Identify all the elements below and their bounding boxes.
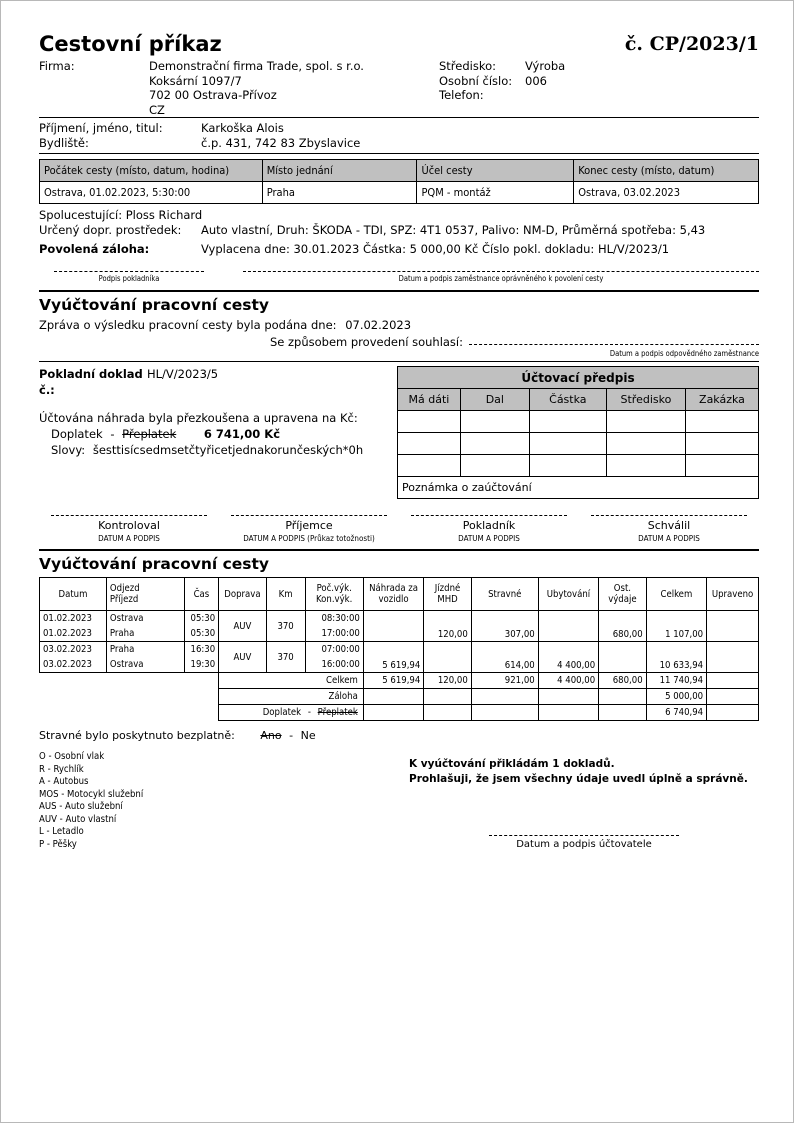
table-row bbox=[398, 455, 759, 477]
expense-meter-end: 17:00:00 bbox=[305, 626, 363, 642]
totals-meals: 921,00 bbox=[471, 673, 538, 689]
legend-item: O - Osobní vlak bbox=[39, 751, 105, 762]
legend-item: AUS - Auto služební bbox=[39, 801, 123, 812]
accounting-cell[interactable] bbox=[606, 455, 685, 477]
accounting-cell[interactable] bbox=[685, 455, 758, 477]
expense-km: 370 bbox=[266, 642, 305, 673]
totals-total: 11 740,94 bbox=[646, 673, 706, 689]
expense-time: 05:30 bbox=[184, 626, 219, 642]
accounting-header-order: Zakázka bbox=[685, 389, 758, 411]
expense-heading: Vyúčtování pracovní cesty bbox=[39, 555, 270, 573]
accountant-signature-caption: Datum a podpis účtovatele bbox=[516, 839, 652, 850]
balance-line bbox=[51, 426, 391, 442]
company-label: Firma: bbox=[39, 59, 75, 73]
expense-public-transport bbox=[424, 642, 472, 673]
balance-row-separator: - bbox=[307, 707, 311, 718]
accounting-note-label: Poznámka o zaúčtování bbox=[398, 477, 759, 499]
cash-doc-label: Pokladní doklad č.: bbox=[39, 367, 143, 397]
trip-table-header-row bbox=[40, 160, 759, 182]
expense-header-km: Km bbox=[266, 578, 305, 611]
accounting-cell[interactable] bbox=[460, 411, 529, 433]
trip-details-block bbox=[39, 208, 759, 257]
advance-line bbox=[39, 242, 759, 257]
trip-header-end: Konec cesty (místo, datum) bbox=[574, 160, 759, 182]
company-country: CZ bbox=[149, 102, 165, 117]
table-row bbox=[40, 182, 759, 204]
trip-table bbox=[39, 159, 759, 204]
expense-date: 01.02.2023 bbox=[40, 626, 107, 642]
agree-signature-line bbox=[469, 344, 759, 345]
adjusted-text: Účtována náhrada byla přezkoušena a upravena na Kč: bbox=[39, 411, 358, 425]
signature-row bbox=[39, 515, 759, 544]
legend-item: AUV - Auto vlastní bbox=[39, 813, 117, 825]
expense-total: 1 107,00 bbox=[646, 611, 706, 642]
personal-number-label: Osobní číslo: bbox=[439, 73, 513, 88]
accounting-cell[interactable] bbox=[529, 455, 606, 477]
document-footer bbox=[39, 729, 759, 851]
accounting-title-row bbox=[398, 367, 759, 389]
words-line bbox=[51, 442, 391, 458]
signature-line-schvalil bbox=[591, 515, 747, 516]
declaration-line-1: K vyúčtování přikládám 1 dokladů. bbox=[409, 758, 615, 770]
report-date: 07.02.2023 bbox=[345, 318, 412, 332]
expense-accommodation: 4 400,00 bbox=[538, 642, 598, 673]
table-row bbox=[398, 477, 759, 499]
signature-name-pokladnik: Pokladník bbox=[462, 519, 516, 532]
settlement-heading: Vyúčtování pracovní cesty bbox=[39, 296, 270, 314]
signature-caption-approver: Datum a podpis zaměstnance oprávněného k povolení cesty bbox=[398, 274, 604, 283]
trip-header-purpose: Účel cesty bbox=[417, 160, 574, 182]
org-block bbox=[439, 59, 759, 117]
advance-label: Povolená záloha: bbox=[39, 242, 150, 256]
expense-time: 19:30 bbox=[184, 657, 219, 673]
table-row bbox=[40, 611, 759, 627]
totals-label: Celkem bbox=[219, 673, 364, 689]
company-street: Koksární 1097/7 bbox=[149, 73, 242, 88]
expense-date: 03.02.2023 bbox=[40, 642, 107, 658]
signature-cashier bbox=[49, 271, 209, 284]
company-name: Demonstrační firma Trade, spol. s r.o. bbox=[149, 59, 364, 73]
divider-signatures bbox=[39, 549, 759, 551]
accounting-cell[interactable] bbox=[398, 455, 461, 477]
words-label: Slovy: bbox=[51, 443, 86, 457]
trip-value-purpose: PQM - montáž bbox=[417, 182, 574, 204]
trip-value-meeting-place: Praha bbox=[262, 182, 417, 204]
document-sheet bbox=[39, 31, 759, 851]
signature-caption-kontroloval: DATUM A PODPIS bbox=[98, 534, 160, 543]
signature-caption-pokladnik: DATUM A PODPIS bbox=[458, 534, 520, 543]
expense-date: 01.02.2023 bbox=[40, 611, 107, 627]
expense-table bbox=[39, 577, 759, 721]
companion-value: Ploss Richard bbox=[125, 208, 203, 222]
accountant-signature-line bbox=[489, 835, 679, 836]
company-spacer-2 bbox=[39, 88, 149, 103]
expense-time: 16:30 bbox=[184, 642, 219, 658]
expense-public-transport: 120,00 bbox=[424, 611, 472, 642]
expense-balance-row bbox=[40, 705, 759, 721]
signature-line-approver bbox=[243, 271, 759, 272]
balance-row-label bbox=[219, 705, 364, 721]
accounting-cell[interactable] bbox=[606, 411, 685, 433]
expense-km: 370 bbox=[266, 611, 305, 642]
signature-line-pokladnik bbox=[411, 515, 567, 516]
balance-row-surcharge: Doplatek bbox=[262, 707, 302, 718]
page-title: Cestovní příkaz bbox=[39, 32, 222, 56]
signature-caption-schvalil: DATUM A PODPIS bbox=[638, 534, 700, 543]
advance-value: Vyplacena dne: 30.01.2023 Částka: 5 000,00 Kč Číslo pokl. dokladu: HL/V/2023/1 bbox=[201, 242, 670, 256]
expense-transport: AUV bbox=[219, 611, 267, 642]
company-spacer bbox=[39, 74, 149, 89]
accounting-prescription-table bbox=[397, 366, 759, 499]
cash-document-block bbox=[39, 366, 397, 499]
phone-value bbox=[525, 88, 759, 103]
expense-header-date: Datum bbox=[40, 578, 107, 611]
accounting-header-centre: Středisko bbox=[606, 389, 685, 411]
expense-place: Ostrava bbox=[106, 611, 184, 627]
expense-header-departure-arrival: Odjezd Příjezd bbox=[106, 578, 184, 611]
expense-header-accommodation: Ubytování bbox=[538, 578, 598, 611]
expense-header-meter: Poč.výk. Kon.výk. bbox=[305, 578, 363, 611]
expense-total: 10 633,94 bbox=[646, 642, 706, 673]
expense-vehicle-allowance: 5 619,94 bbox=[363, 642, 423, 673]
declaration-line-2: Prohlašuji, že jsem všechny údaje uvedl úplně a správně. bbox=[409, 773, 748, 785]
agree-caption: Datum a podpis odpovědného zaměstnance bbox=[609, 349, 759, 358]
agree-label: Se způsobem provedení souhlasí: bbox=[269, 335, 463, 349]
expense-meals: 614,00 bbox=[471, 642, 538, 673]
trip-header-start: Počátek cesty (místo, datum, hodina) bbox=[40, 160, 263, 182]
expense-header-time: Čas bbox=[184, 578, 219, 611]
expense-header-adjusted: Upraveno bbox=[707, 578, 759, 611]
balance-row-overpayment: Přeplatek bbox=[317, 707, 358, 718]
accounting-cell[interactable] bbox=[606, 433, 685, 455]
signature-schvalil bbox=[579, 515, 759, 544]
company-block bbox=[39, 59, 439, 117]
cash-doc-line bbox=[39, 366, 391, 398]
phone-label: Telefon: bbox=[439, 88, 484, 102]
expense-place: Praha bbox=[106, 626, 184, 642]
signature-name-schvalil: Schválil bbox=[647, 519, 691, 532]
expense-meals: 307,00 bbox=[471, 611, 538, 642]
expense-transport: AUV bbox=[219, 642, 267, 673]
totals-accommodation: 4 400,00 bbox=[538, 673, 598, 689]
divider-settlement bbox=[39, 361, 759, 362]
signature-caption-prijemce: DATUM A PODPIS (Průkaz totožnosti) bbox=[243, 534, 375, 543]
expense-accommodation bbox=[538, 611, 598, 642]
centre-label: Středisko: bbox=[439, 59, 497, 73]
signature-kontroloval bbox=[39, 515, 219, 544]
accounting-cell[interactable] bbox=[685, 411, 758, 433]
person-block bbox=[39, 118, 759, 153]
accounting-cell[interactable] bbox=[398, 433, 461, 455]
expense-header-row bbox=[40, 578, 759, 611]
accounting-header-amount: Částka bbox=[529, 389, 606, 411]
legend-item: MOS - Motocykl služební bbox=[39, 788, 144, 800]
trip-value-end: Ostrava, 03.02.2023 bbox=[574, 182, 759, 204]
free-meals-label: Stravné bylo poskytnuto bezplatně: bbox=[39, 729, 235, 742]
document-header bbox=[39, 31, 759, 117]
companion-line bbox=[39, 208, 759, 223]
signature-name-kontroloval: Kontroloval bbox=[98, 519, 160, 532]
accounting-header-debit: Má dáti bbox=[398, 389, 461, 411]
legend-item: P - Pěšky bbox=[39, 838, 77, 850]
transport-value: Auto vlastní, Druh: ŠKODA - TDI, SPZ: 4T1 0537, Palivo: NM-D, Průměrná spotřeba: 5,43 bbox=[201, 223, 706, 237]
table-row bbox=[398, 411, 759, 433]
approval-signature-area bbox=[39, 271, 759, 284]
totals-public-transport: 120,00 bbox=[424, 673, 472, 689]
accounting-cell[interactable] bbox=[685, 433, 758, 455]
transport-line bbox=[39, 223, 759, 238]
centre-value: Výroba bbox=[525, 59, 566, 73]
totals-adjusted bbox=[707, 673, 759, 689]
table-row bbox=[40, 642, 759, 658]
expense-vehicle-allowance bbox=[363, 611, 423, 642]
balance-amount: 6 741,00 Kč bbox=[203, 427, 281, 441]
person-name-value: Karkoška Alois bbox=[201, 121, 284, 135]
free-meals-separator: - bbox=[289, 729, 294, 742]
expense-header-vehicle-allowance: Náhrada za vozidlo bbox=[363, 578, 423, 611]
expense-header-transport: Doprava bbox=[219, 578, 267, 611]
person-name-label: Příjmení, jméno, titul: bbox=[39, 121, 163, 135]
table-row bbox=[398, 433, 759, 455]
signature-pokladnik bbox=[399, 515, 579, 544]
transport-legend bbox=[39, 751, 409, 851]
accounting-header-row bbox=[398, 389, 759, 411]
accounting-cell[interactable] bbox=[529, 433, 606, 455]
overpayment-label: Přeplatek bbox=[122, 427, 177, 441]
accounting-cell[interactable] bbox=[460, 433, 529, 455]
accounting-cell[interactable] bbox=[398, 411, 461, 433]
expense-meter-end: 16:00:00 bbox=[305, 657, 363, 673]
totals-vehicle-allowance: 5 619,94 bbox=[363, 673, 423, 689]
legend-item: L - Letadlo bbox=[39, 826, 84, 837]
person-address-label: Bydliště: bbox=[39, 135, 89, 150]
expense-header-public-transport: Jízdné MHD bbox=[424, 578, 472, 611]
trip-value-start: Ostrava, 01.02.2023, 5:30:00 bbox=[40, 182, 263, 204]
accountant-signature bbox=[409, 835, 759, 850]
signature-line-prijemce bbox=[231, 515, 387, 516]
expense-other bbox=[599, 642, 647, 673]
companion-label: Spolucestující: bbox=[39, 208, 123, 222]
document-number: č. CP/2023/1 bbox=[624, 33, 759, 55]
signature-prijemce bbox=[219, 515, 399, 544]
signature-caption-cashier: Podpis pokladníka bbox=[98, 274, 160, 283]
expense-totals-row bbox=[40, 673, 759, 689]
accounting-title: Účtovací předpis bbox=[398, 367, 759, 389]
divider-approval bbox=[39, 290, 759, 292]
surcharge-label: Doplatek bbox=[51, 427, 103, 441]
totals-other: 680,00 bbox=[599, 673, 647, 689]
company-city: 702 00 Ostrava-Přívoz bbox=[149, 88, 277, 102]
cash-doc-value: HL/V/2023/5 bbox=[147, 367, 219, 381]
legend-item: R - Rychlík bbox=[39, 763, 84, 775]
report-label: Zpráva o výsledku pracovní cesty byla podána dne: bbox=[39, 318, 337, 332]
free-meals-no: Ne bbox=[300, 729, 316, 742]
balance-separator: - bbox=[110, 427, 115, 441]
expense-header-other: Ost. výdaje bbox=[599, 578, 647, 611]
footer-left bbox=[39, 729, 409, 851]
legend-item: A - Autobus bbox=[39, 776, 89, 787]
expense-adjusted bbox=[707, 611, 759, 642]
accounting-cell[interactable] bbox=[529, 411, 606, 433]
footer-right bbox=[409, 729, 759, 851]
advance-row-total: 5 000,00 bbox=[646, 689, 706, 705]
divider-person bbox=[39, 153, 759, 154]
balance-row-total: 6 740,94 bbox=[646, 705, 706, 721]
expense-header-total: Celkem bbox=[646, 578, 706, 611]
expense-meter-start: 07:00:00 bbox=[305, 642, 363, 658]
free-meals-yes: Ano bbox=[260, 729, 282, 742]
transport-label: Určený dopr. prostředek: bbox=[39, 223, 182, 237]
accounting-prescription-block bbox=[397, 366, 759, 499]
accounting-cell[interactable] bbox=[460, 455, 529, 477]
words-value: šesttisícsedmsetčtyřicetjednakorunčeských*0h bbox=[92, 443, 364, 457]
expense-place: Praha bbox=[106, 642, 184, 658]
accounting-header-credit: Dal bbox=[460, 389, 529, 411]
cash-and-accounting bbox=[39, 366, 759, 499]
signature-approver bbox=[243, 271, 759, 284]
expense-header-meals: Stravné bbox=[471, 578, 538, 611]
expense-time: 05:30 bbox=[184, 611, 219, 627]
report-line bbox=[39, 318, 759, 333]
expense-place: Ostrava bbox=[106, 657, 184, 673]
expense-other: 680,00 bbox=[599, 611, 647, 642]
agree-line bbox=[39, 335, 759, 349]
signature-name-prijemce: Příjemce bbox=[285, 519, 333, 532]
person-address-value: č.p. 431, 742 83 Zbyslavice bbox=[201, 135, 361, 150]
expense-adjusted bbox=[707, 642, 759, 673]
free-meals-line bbox=[39, 729, 409, 742]
advance-row-label: Záloha bbox=[219, 689, 364, 705]
company-spacer-3 bbox=[39, 103, 149, 118]
signature-line-cashier bbox=[54, 271, 204, 272]
expense-date: 03.02.2023 bbox=[40, 657, 107, 673]
personal-number-value: 006 bbox=[525, 73, 547, 88]
signature-line-kontroloval bbox=[51, 515, 207, 516]
expense-meter-start: 08:30:00 bbox=[305, 611, 363, 627]
trip-header-meeting-place: Místo jednání bbox=[262, 160, 417, 182]
expense-advance-row bbox=[40, 689, 759, 705]
